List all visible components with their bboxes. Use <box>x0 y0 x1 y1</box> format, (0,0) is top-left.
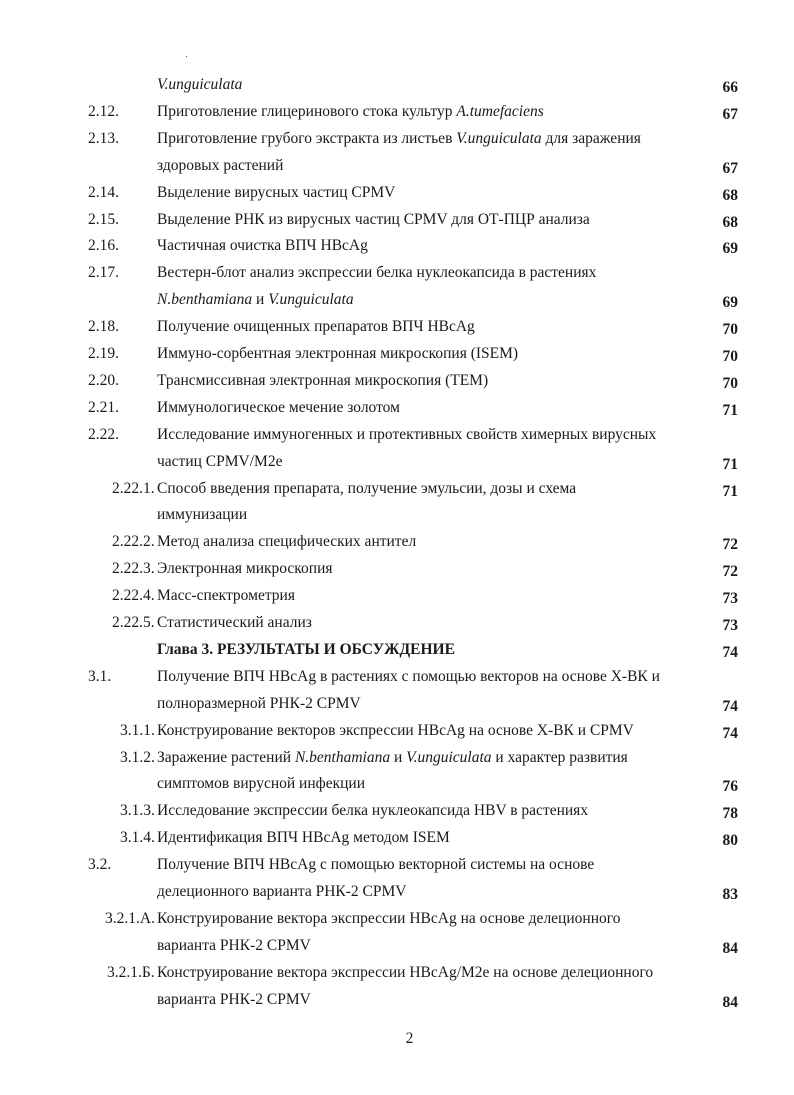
page-ref: 84 <box>722 939 738 957</box>
section-number: 2.21. <box>88 398 119 416</box>
toc-line <box>0 318 794 345</box>
section-title <box>157 991 311 1009</box>
section-number: 3.1.4. <box>120 829 155 847</box>
page-ref: 84 <box>722 993 738 1011</box>
toc-line <box>0 372 794 399</box>
page-ref: 67 <box>722 105 738 123</box>
title-text: Получение ВПЧ HBcAg в растениях с помощью векторов на основе Х-ВК и <box>157 667 660 685</box>
toc-line <box>0 264 794 291</box>
section-number: 2.20. <box>88 371 119 389</box>
section-number: 3.2. <box>88 856 112 874</box>
page-ref: 78 <box>722 805 738 823</box>
toc-line <box>0 829 794 856</box>
toc-line <box>0 157 794 184</box>
page-ref: 68 <box>722 186 738 204</box>
title-text: частиц CPMV/M2e <box>157 452 283 470</box>
toc-line <box>0 453 794 480</box>
title-text: Иммуно-сорбентная электронная микроскопия (ISEM) <box>157 345 519 362</box>
section-title <box>157 426 656 444</box>
toc-line <box>0 937 794 964</box>
toc-line <box>0 560 794 587</box>
section-title <box>157 641 455 659</box>
toc-line <box>0 883 794 910</box>
page-ref: 74 <box>722 697 738 715</box>
toc-line <box>0 237 794 264</box>
section-title <box>157 533 416 551</box>
title-text: Электронная микроскопия <box>157 560 333 578</box>
toc-line <box>0 130 794 157</box>
title-text: Заражение растений <box>157 748 295 766</box>
section-number: 2.13. <box>88 129 119 147</box>
page-ref: 73 <box>722 590 738 608</box>
page-ref: 66 <box>722 79 738 96</box>
title-text: Приготовление глицеринового стока культур <box>157 102 457 120</box>
page-ref: 69 <box>722 240 738 258</box>
section-title <box>157 237 368 255</box>
toc-line <box>0 802 794 829</box>
title-text: иммунизации <box>157 506 248 524</box>
title-text: Выделение РНК из вирусных частиц CPMV для ОТ-ПЦР анализа <box>157 210 590 228</box>
italic-term: N.benthamiana <box>294 748 391 766</box>
section-title <box>157 453 282 471</box>
section-title <box>157 937 311 955</box>
page-ref: 70 <box>722 374 738 392</box>
section-title <box>157 749 628 767</box>
section-title <box>157 964 653 982</box>
section-title <box>157 775 365 793</box>
title-text: здоровых растений <box>157 156 284 174</box>
page-number: 2 <box>405 1030 414 1047</box>
toc-line <box>0 991 794 1018</box>
title-text: Вестерн-блот анализ экспрессии белка нуклеокапсида в растениях <box>157 264 597 282</box>
page-ref: 72 <box>722 536 738 554</box>
title-text: и <box>390 748 407 766</box>
section-title <box>157 587 295 605</box>
title-text: Конструирование векторов экспрессии HBcAg на основе Х-ВК и CPMV <box>157 721 634 739</box>
section-number: 2.22.3. <box>112 560 155 578</box>
title-text: Исследование экспрессии белка нуклеокапсида HBV в растениях <box>157 802 589 820</box>
section-number: 2.22.4. <box>112 587 155 605</box>
section-title <box>157 614 312 632</box>
page-ref: 67 <box>722 159 738 177</box>
toc-line <box>0 614 794 641</box>
toc-line <box>0 506 794 533</box>
section-title <box>157 802 588 820</box>
section-number: 3.2.1.Б. <box>107 963 155 981</box>
title-text: Иммунологическое мечение золотом <box>157 398 400 416</box>
toc-line <box>0 426 794 453</box>
italic-term: V.unguiculata <box>406 748 492 766</box>
page-ref: 74 <box>722 724 738 742</box>
section-title <box>157 829 450 847</box>
toc-line <box>0 103 794 130</box>
section-title <box>157 345 518 363</box>
title-text: Выделение вирусных частиц CPMV <box>157 183 396 201</box>
section-title <box>157 480 576 498</box>
page-ref: 68 <box>722 213 738 231</box>
scan-speck <box>186 56 187 57</box>
page-ref: 70 <box>722 321 738 339</box>
title-text: симптомов вирусной инфекции <box>157 775 365 793</box>
section-title <box>157 883 406 901</box>
section-number: 2.16. <box>88 237 119 255</box>
title-text: Масс-спектрометрия <box>157 587 295 605</box>
title-text: Исследование иммуногенных и протективных свойств химерных вирусных <box>157 425 657 443</box>
toc-line <box>0 399 794 426</box>
title-text: и <box>252 291 269 309</box>
section-title <box>157 130 641 148</box>
toc-line <box>0 211 794 238</box>
toc-line <box>0 587 794 614</box>
section-number: 2.19. <box>88 345 119 362</box>
page-ref: 72 <box>722 563 738 581</box>
section-title <box>157 184 395 202</box>
section-title <box>157 399 400 417</box>
page-ref: 73 <box>722 617 738 634</box>
title-text: Конструирование вектора экспрессии HBcAg/M2e на основе делеционного <box>157 963 654 981</box>
toc-line <box>0 775 794 802</box>
title-text: Способ введения препарата, получение эмульсии, дозы и схема <box>157 479 577 497</box>
section-number: 3.2.1.А. <box>105 909 155 927</box>
toc-line <box>0 641 794 668</box>
section-title <box>157 264 596 282</box>
title-text: Статистический анализ <box>157 614 312 631</box>
page-ref: 80 <box>722 832 738 850</box>
section-number: 2.18. <box>88 318 119 336</box>
section-title <box>157 722 634 740</box>
page-ref: 83 <box>722 886 738 903</box>
section-number: 2.22.1. <box>112 479 155 497</box>
section-title <box>157 318 475 336</box>
italic-term: N.benthamiana <box>157 291 253 309</box>
italic-term: A.tumefaciens <box>456 102 544 120</box>
title-text: полноразмерной РНК-2 CPMV <box>157 694 361 712</box>
section-title <box>157 560 333 578</box>
title-text: Идентификация ВПЧ HBcAg методом ISEM <box>157 829 450 847</box>
page-ref: 74 <box>722 643 738 661</box>
title-text: Частичная очистка ВПЧ HBcAg <box>157 237 368 255</box>
section-title <box>157 856 594 874</box>
section-title <box>157 103 544 121</box>
italic-term: V.unguiculata <box>456 129 542 147</box>
section-title <box>157 695 361 713</box>
toc-line <box>0 480 794 507</box>
title-text: варианта РНК-2 CPMV <box>157 990 311 1008</box>
title-text: варианта РНК-2 CPMV <box>157 936 311 954</box>
section-number: 2.15. <box>88 210 119 228</box>
title-text: и характер развития <box>491 748 628 766</box>
section-number: 2.17. <box>88 264 119 282</box>
section-title <box>157 668 660 686</box>
italic-term: V.unguiculata <box>268 291 354 309</box>
section-title <box>157 372 488 390</box>
toc-line <box>0 184 794 211</box>
section-title <box>157 157 283 175</box>
title-text: делеционного варианта РНК-2 CPMV <box>157 883 407 900</box>
toc-line <box>0 345 794 372</box>
title-text: Приготовление грубого экстракта из листьев <box>157 129 457 147</box>
section-number: 2.14. <box>88 183 119 201</box>
title-text: Глава 3. РЕЗУЛЬТАТЫ И ОБСУЖДЕНИЕ <box>157 640 455 658</box>
section-title <box>157 910 620 928</box>
page-ref: 69 <box>722 294 738 312</box>
section-number: 3.1.3. <box>120 802 155 820</box>
title-text: Трансмиссивная электронная микроскопия (ТЕМ) <box>157 371 489 389</box>
section-number: 2.12. <box>88 102 119 120</box>
title-text: Получение ВПЧ HBcAg с помощью векторной системы на основе <box>157 856 595 874</box>
italic-term: V.unguiculata <box>157 76 243 93</box>
section-number: 3.1.1. <box>120 721 155 739</box>
page-ref: 71 <box>722 401 738 419</box>
toc-line <box>0 668 794 695</box>
title-text: Метод анализа специфических антител <box>157 533 417 551</box>
section-title <box>157 506 247 524</box>
toc-line <box>0 291 794 318</box>
page-ref: 71 <box>722 455 738 473</box>
section-title <box>157 211 590 229</box>
section-number: 2.22.5. <box>112 614 155 631</box>
toc-line <box>0 856 794 883</box>
toc-line <box>0 910 794 937</box>
page-ref: 70 <box>722 348 738 365</box>
toc-line <box>0 749 794 776</box>
page-ref: 71 <box>722 482 738 500</box>
section-number: 3.1.2. <box>120 748 155 766</box>
toc-line <box>0 964 794 991</box>
section-title <box>157 291 354 309</box>
title-text: для заражения <box>541 129 641 147</box>
page-ref: 76 <box>722 778 738 796</box>
section-number: 3.1. <box>88 667 112 685</box>
title-text: Получение очищенных препаратов ВПЧ HBcAg <box>157 318 475 336</box>
section-title <box>157 76 242 94</box>
toc-line <box>0 722 794 749</box>
toc-line <box>0 76 794 103</box>
toc-line <box>0 533 794 560</box>
section-number: 2.22. <box>88 425 119 443</box>
toc-line <box>0 695 794 722</box>
section-number: 2.22.2. <box>112 533 155 551</box>
title-text: Конструирование вектора экспрессии HBcAg на основе делеционного <box>157 909 621 927</box>
